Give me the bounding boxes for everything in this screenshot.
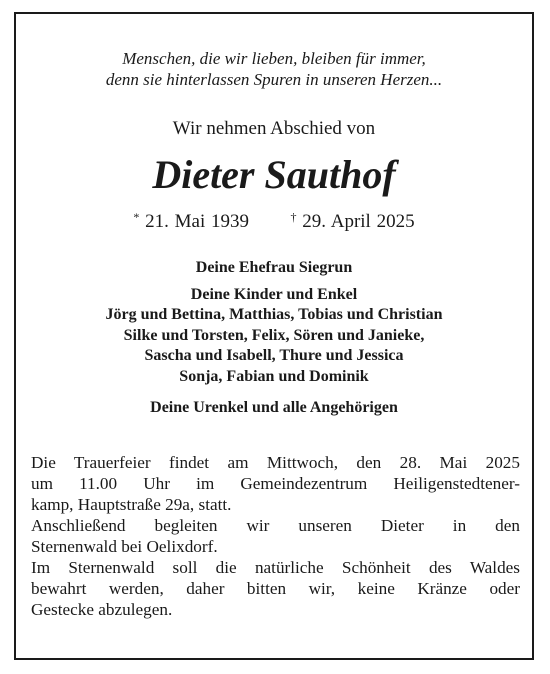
mourners-list [16,258,532,419]
great-grandchildren-line: Deine Urenkel und alle Angehörigen [150,399,398,416]
notice-line: kamp, Hauptstraße 29a, statt. [31,495,232,514]
farewell-intro: Wir nehmen Abschied von [172,118,376,139]
children-line: Sascha und Isabell, Thure und Jessica [144,347,404,364]
funeral-notice [31,452,520,620]
death-symbol: † [290,210,297,224]
notice-line: Anschließend begleiten wir unseren Dieter in den [31,516,520,535]
notice-line: bewahrt werden, daher bitten wir, keine Kränze oder [31,579,520,598]
quote-line-1: Menschen, die wir lieben, bleiben für immer, [122,49,426,68]
children-line: Sonja, Fabian und Dominik [179,367,369,385]
deceased-name: Dieter Sauthof [152,152,396,197]
quote-line-2: denn sie hinterlassen Spuren in unseren Herzen... [105,70,443,89]
birth-date: 21. Mai 1939 [145,211,250,232]
memorial-quote [16,48,532,90]
notice-line: Sternenwald bei Oelixdorf. [31,537,218,556]
notice-line: um 11.00 Uhr im Gemeindezentrum Heiligenstedtener- [31,474,520,493]
notice-line: Gestecke abzulegen. [31,600,173,619]
notice-line: Die Trauerfeier findet am Mittwoch, den 28. Mai 2025 [31,453,520,472]
birth-symbol: * [133,210,140,224]
death-date: 29. April 2025 [302,211,415,232]
children-line: Jörg und Bettina, Matthias, Tobias und Christian [105,306,443,323]
life-dates [16,210,532,233]
children-heading: Deine Kinder und Enkel [190,285,358,303]
spouse-line: Deine Ehefrau Siegrun [195,259,353,276]
children-line: Silke und Torsten, Felix, Sören und Janieke, [123,326,425,344]
notice-line: Im Sternenwald soll die natürliche Schönheit des Waldes [31,558,520,577]
